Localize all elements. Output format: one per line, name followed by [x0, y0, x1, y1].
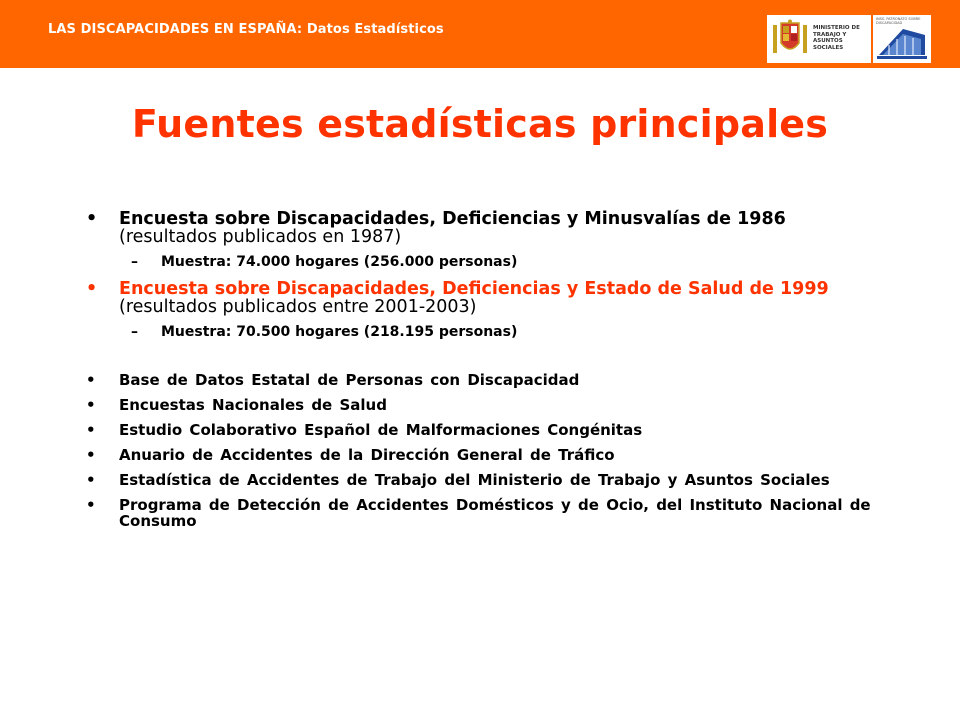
survey-1999-note: (resultados publicados entre 2001-2003)	[119, 297, 477, 317]
bullet-dot: •	[86, 279, 98, 299]
survey-1986-title: Encuesta sobre Discapacidades, Deficiencias y Minusvalías de 1986	[119, 209, 786, 229]
bullet-dot: •	[86, 209, 98, 229]
ministry-logo	[767, 15, 871, 63]
imserso-logo-text: INSS. PATRONATO SOBRE DISCAPACIDAD	[876, 17, 921, 25]
page-title: Fuentes estadísticas principales	[131, 102, 829, 146]
sample-1999-text: Muestra: 70.500 hogares (218.195 personas)	[161, 324, 518, 340]
sample-1986-text: Muestra: 74.000 hogares (256.000 personas)	[161, 254, 518, 270]
bullet-dot: •	[86, 496, 96, 514]
ministry-logo-text: MINISTERIO DE TRABAJO Y ASUNTOS SOCIALES	[813, 25, 860, 51]
bullet-other-source	[86, 397, 886, 413]
slide-content	[86, 210, 886, 538]
bullet-dot: •	[86, 396, 96, 414]
bullet-other-source	[86, 372, 886, 388]
bullet-dot: •	[86, 371, 96, 389]
bullet-other-source	[86, 472, 886, 488]
bullet-other-source	[86, 422, 886, 438]
survey-1986-note: (resultados publicados en 1987)	[119, 227, 402, 247]
bullet-other-source	[86, 447, 886, 463]
bullet-other-source	[86, 497, 886, 529]
sub-bullet-dash: –	[131, 324, 138, 340]
bullet-survey-1999	[86, 280, 886, 316]
sub-bullet-sample-1999	[86, 324, 886, 340]
bullet-dot: •	[86, 421, 96, 439]
source-text: Anuario de Accidentes de la Dirección General de Tráfico	[119, 446, 615, 464]
header-bar	[0, 0, 960, 68]
sub-bullet-dash: –	[131, 254, 138, 270]
source-text: Estadística de Accidentes de Trabajo del Ministerio de Trabajo y Asuntos Sociales	[119, 471, 830, 489]
bullet-dot: •	[86, 471, 96, 489]
source-text: Encuestas Nacionales de Salud	[119, 396, 387, 414]
source-text: Base de Datos Estatal de Personas con Discapacidad	[119, 371, 580, 389]
source-text: Programa de Detección de Accidentes Domésticos y de Ocio, del Instituto Nacional de Consumo	[119, 496, 871, 530]
bullet-dot: •	[86, 446, 96, 464]
bullet-survey-1986	[86, 210, 886, 246]
coat-of-arms-icon	[771, 19, 809, 59]
sub-bullet-sample-1986	[86, 254, 886, 270]
survey-1999-title: Encuesta sobre Discapacidades, Deficiencias y Estado de Salud de 1999	[119, 279, 829, 299]
imserso-logo	[873, 15, 931, 63]
header-title: LAS DISCAPACIDADES EN ESPAÑA: Datos Estadísticos	[48, 22, 444, 37]
source-text: Estudio Colaborativo Español de Malformaciones Congénitas	[119, 421, 643, 439]
